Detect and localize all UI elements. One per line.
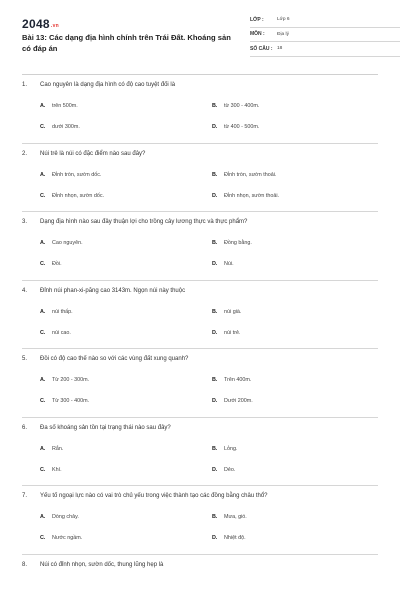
option-text: Nước ngầm. [52, 535, 83, 541]
option-text: Từ 300 - 400m. [52, 398, 90, 404]
question-number: 8. [22, 561, 28, 568]
question-prompt: Dạng địa hình nào sau đây thuận lợi cho trồng cây lương thực và thực phẩm? [40, 219, 248, 225]
answer-option[interactable] [40, 172, 101, 178]
option-text: núi trẻ. [224, 329, 241, 336]
option-text: Đồng bằng. [224, 240, 252, 246]
option-letter: C. [40, 535, 46, 541]
logo-text: 2048 [22, 17, 50, 31]
question-prompt: Núi trẻ là núi có đặc điểm nào sau đây? [40, 150, 146, 157]
question-number: 1. [22, 82, 28, 88]
option-text: Dòng chảy. [52, 514, 79, 520]
answer-option[interactable] [40, 240, 83, 246]
question-text [22, 493, 268, 499]
question-text [22, 82, 175, 88]
answer-option[interactable] [40, 193, 104, 199]
question-text [22, 219, 247, 225]
option-letter: D. [212, 398, 218, 404]
option-text: trên 500m. [52, 103, 78, 109]
option-letter: C. [40, 466, 46, 473]
option-text: từ 400 - 500m. [224, 124, 260, 130]
answer-option[interactable] [40, 261, 62, 267]
option-letter: A. [40, 103, 46, 109]
option-letter: A. [40, 240, 46, 246]
worksheet-meta [250, 13, 400, 57]
option-letter: A. [40, 171, 46, 178]
meta-label: SỐ CÂU : [250, 45, 273, 52]
question-prompt: Cao nguyên là dạng địa hình có độ cao tuyệt đối là [40, 82, 176, 88]
option-text: Đỉnh nhọn, sườn thoải. [224, 192, 280, 199]
answer-option[interactable] [212, 172, 276, 178]
worksheet-header [22, 0, 378, 75]
site-logo[interactable] [22, 17, 59, 31]
option-text: Dưới 200m. [224, 398, 253, 404]
option-text: Đỉnh nhọn, sườn dốc. [52, 192, 105, 199]
answer-option[interactable] [212, 398, 253, 404]
question-list [22, 75, 378, 600]
answer-option[interactable] [212, 240, 252, 246]
option-text: Cao nguyên. [52, 240, 83, 246]
question-text [22, 151, 145, 157]
option-text: núi già. [224, 308, 242, 315]
answer-option[interactable] [40, 446, 63, 452]
option-letter: B. [212, 171, 218, 178]
option-text: dưới 300m. [52, 124, 80, 130]
option-letter: D. [212, 535, 218, 541]
option-letter: A. [40, 514, 46, 520]
question-number: 4. [22, 287, 28, 294]
answer-option[interactable] [212, 261, 234, 267]
answer-option[interactable] [40, 103, 78, 109]
option-text: Dẻo. [224, 466, 236, 473]
question-number: 5. [22, 356, 28, 362]
question-number: 7. [22, 493, 28, 499]
question-text [22, 562, 163, 568]
option-letter: B. [212, 514, 218, 520]
answer-option[interactable] [40, 467, 62, 473]
option-letter: C. [40, 192, 46, 199]
option-text: Đỉnh tròn, sườn thoải. [224, 171, 277, 178]
meta-value: 18 [277, 46, 283, 52]
option-text: Lỏng. [224, 445, 238, 452]
meta-label: LỚP : [250, 16, 264, 23]
option-letter: D. [212, 466, 218, 473]
option-text: Khí. [52, 466, 62, 473]
logo-suffix: .vn [50, 23, 60, 29]
option-letter: B. [212, 377, 218, 383]
answer-option[interactable] [40, 377, 89, 383]
option-text: núi thấp. [52, 308, 73, 315]
answer-option[interactable] [40, 330, 71, 336]
option-letter: D. [212, 124, 218, 130]
meta-row-subject [250, 28, 400, 43]
answer-option[interactable] [40, 124, 80, 130]
option-letter: D. [212, 261, 218, 267]
option-text: Từ 200 - 300m. [52, 377, 90, 383]
option-letter: D. [212, 192, 218, 199]
option-letter: B. [212, 445, 218, 452]
question-prompt: Đỉnh núi phan-xi-păng cao 3143m. Ngọn núi này thuộc [40, 287, 186, 294]
question-item [22, 144, 378, 213]
question-item [22, 75, 378, 144]
question-item [22, 212, 378, 281]
question-number: 6. [22, 424, 28, 431]
option-letter: A. [40, 308, 46, 315]
option-text: Rắn. [52, 445, 64, 452]
option-text: Đỉnh tròn, sườn dốc. [52, 171, 102, 178]
meta-label: MÔN : [250, 31, 265, 38]
answer-option[interactable] [212, 330, 240, 336]
question-item [22, 555, 378, 600]
option-text: Trên 400m. [224, 377, 252, 383]
question-text [22, 425, 171, 431]
option-letter: D. [212, 329, 218, 336]
option-letter: B. [212, 308, 218, 315]
answer-option[interactable] [40, 398, 89, 404]
question-item [22, 349, 378, 418]
answer-option[interactable] [212, 535, 246, 541]
option-letter: B. [212, 240, 218, 246]
question-item [22, 486, 378, 555]
question-prompt: Đồi có độ cao thế nào so với các vùng đất xung quanh? [40, 356, 189, 362]
option-letter: C. [40, 261, 46, 267]
option-letter: C. [40, 124, 46, 130]
option-letter: C. [40, 398, 46, 404]
answer-option[interactable] [212, 193, 279, 199]
answer-option[interactable] [40, 309, 73, 315]
document-title: Bài 13: Các dạng địa hình chính trên Trái Đất. Khoáng sản có đáp án [22, 33, 231, 53]
option-letter: B. [212, 103, 218, 109]
answer-option[interactable] [212, 124, 259, 130]
meta-row-class [250, 13, 400, 28]
question-text [22, 356, 188, 362]
answer-option[interactable] [212, 377, 251, 383]
option-text: núi cao. [52, 329, 71, 336]
meta-value: Địa lý [277, 31, 289, 37]
question-number: 2. [22, 150, 28, 157]
option-letter: C. [40, 329, 46, 336]
question-prompt: Yếu tố ngoại lực nào có vai trò chủ yếu trong việc thành tạo các đồng bằng châu thổ? [40, 493, 268, 499]
option-letter: A. [40, 445, 46, 452]
question-number: 3. [22, 219, 28, 225]
option-text: Nhiệt độ. [224, 535, 246, 541]
option-letter: A. [40, 377, 46, 383]
option-text: Núi. [224, 261, 234, 267]
question-item [22, 281, 378, 350]
option-text: Đồi. [52, 261, 62, 267]
answer-option[interactable] [212, 467, 235, 473]
option-text: Mưa, gió. [224, 514, 247, 520]
option-text: từ 300 - 400m. [224, 103, 260, 109]
answer-option[interactable] [40, 514, 79, 520]
question-prompt: Đa số khoáng sản tồn tại trạng thái nào sau đây? [40, 424, 171, 431]
meta-row-count [250, 42, 400, 57]
meta-value: Lớp 6 [277, 17, 290, 23]
answer-option[interactable] [212, 514, 247, 520]
answer-option[interactable] [212, 103, 259, 109]
question-item [22, 418, 378, 487]
answer-option[interactable] [212, 309, 241, 315]
answer-option[interactable] [212, 446, 238, 452]
question-prompt: Núi có đỉnh nhọn, sườn dốc, thung lũng hẹp là [40, 561, 164, 568]
answer-option[interactable] [40, 535, 82, 541]
question-text [22, 288, 185, 294]
